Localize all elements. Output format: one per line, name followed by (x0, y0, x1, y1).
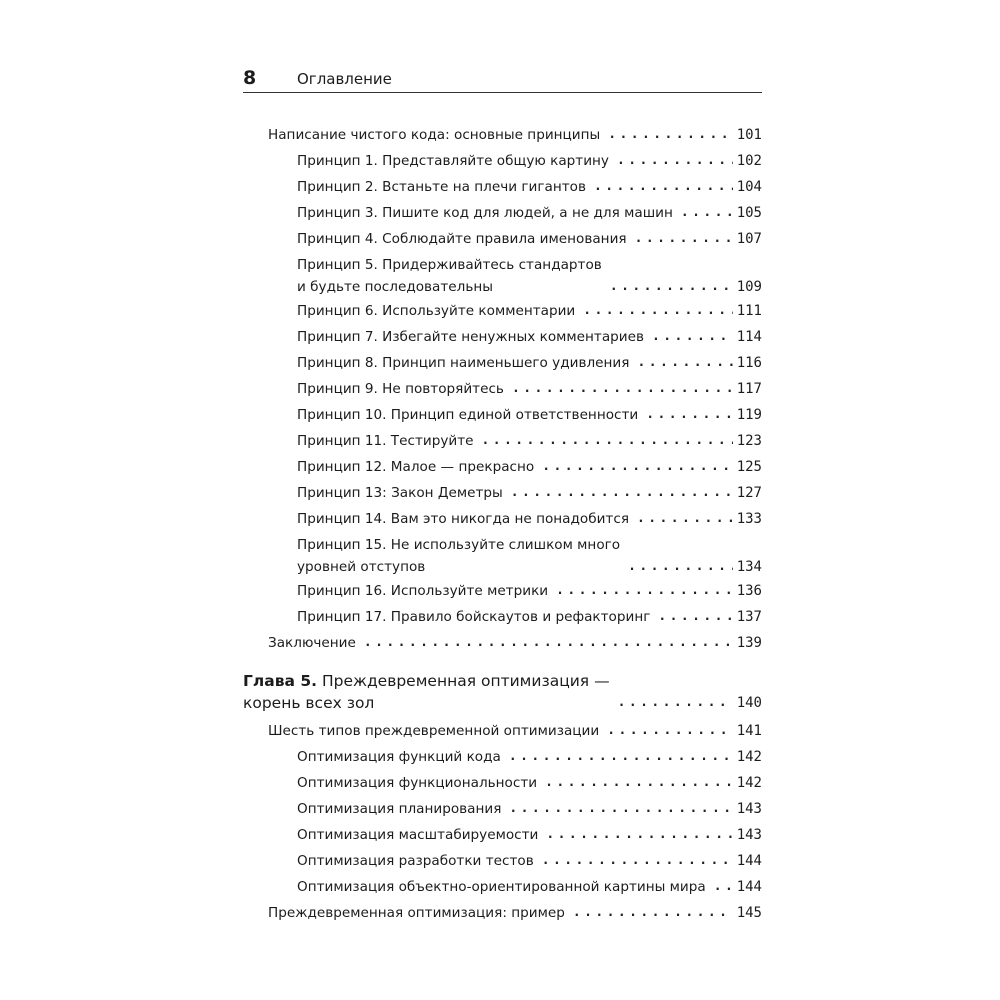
toc-entry-page: 111 (736, 303, 762, 319)
toc-entry-page: 117 (736, 381, 762, 397)
leader-dots (646, 404, 732, 426)
leader-dots (594, 176, 733, 198)
toc-entry-title: Принцип 2. Встаньте на плечи гигантов (297, 179, 586, 195)
page-number: 8 (243, 67, 257, 89)
toc-entry-page: 141 (736, 723, 762, 739)
toc-entry-subsection[interactable] (297, 482, 762, 504)
toc-entry-chapter[interactable] (243, 670, 762, 714)
toc-entry-subsection[interactable] (297, 876, 762, 898)
toc-entry-title: Оптимизация объектно-ориентированной картины мира (297, 879, 706, 895)
toc-entry-title: Принцип 8. Принцип наименьшего удивления (297, 355, 630, 371)
toc-entry-page: 119 (736, 407, 762, 423)
leader-dots (610, 276, 733, 298)
toc-entry-page: 137 (736, 609, 762, 625)
leader-dots (617, 150, 733, 172)
toc-entry-title: Принцип 6. Используйте комментарии (297, 303, 576, 319)
toc-entry-subsection[interactable] (297, 772, 762, 794)
leader-dots (546, 824, 732, 846)
toc-entry-title: Принцип 9. Не повторяйтесь (297, 381, 504, 397)
toc-entry-title: Оптимизация функциональности (297, 775, 538, 791)
leader-dots (583, 300, 732, 322)
toc-entry-title-line2: уровней отступов (297, 559, 426, 575)
toc-entry-title: Заключение (268, 635, 356, 651)
running-title: Оглавление (297, 70, 392, 88)
toc-entry-title: Оптимизация функций кода (297, 749, 501, 765)
toc-entry-title-line2: корень всех зол (243, 694, 375, 712)
leader-dots (658, 606, 732, 628)
toc-entry-page: 134 (736, 559, 762, 575)
toc-entry-title-line2: и будьте последовательны (297, 279, 493, 295)
leader-dots (509, 746, 733, 768)
leader-dots (652, 326, 733, 348)
toc-entry-page: 105 (736, 205, 762, 221)
toc-entry-subsection[interactable] (297, 326, 762, 348)
leader-dots (512, 378, 733, 400)
toc-entry-title: Принцип 14. Вам это никогда не понадобится (297, 511, 629, 527)
leader-dots (545, 772, 733, 794)
toc-entry-page: 102 (736, 153, 762, 169)
toc-entry-section[interactable] (268, 632, 762, 654)
toc-entry-subsection[interactable] (297, 254, 762, 298)
toc-entry-title: Принцип 13: Закон Деметры (297, 485, 503, 501)
toc-entry-subsection[interactable] (297, 798, 762, 820)
toc-entry-subsection[interactable] (297, 824, 762, 846)
leader-dots (509, 798, 732, 820)
toc-entry-subsection[interactable] (297, 606, 762, 628)
toc-entry-title: Принцип 1. Представляйте общую картину (297, 153, 609, 169)
toc-entry-title: Написание чистого кода: основные принципы (268, 127, 601, 143)
toc-entry-title: Принцип 4. Соблюдайте правила именования (297, 231, 627, 247)
toc-entry-title: Оптимизация планирования (297, 801, 502, 817)
leader-dots (635, 228, 733, 250)
leader-dots (681, 202, 733, 224)
toc-entry-title-line1: Принцип 15. Не используйте слишком много (297, 537, 621, 553)
toc-entry-page: 139 (736, 635, 762, 651)
toc-entry-subsection[interactable] (297, 228, 762, 250)
toc-entry-title: Принцип 16. Используйте метрики (297, 583, 549, 599)
leader-dots (542, 456, 733, 478)
leader-dots (628, 556, 733, 578)
toc-entry-page: 109 (736, 279, 762, 295)
toc-entry-title: Принцип 10. Принцип единой ответственности (297, 407, 639, 423)
toc-entry-title: Оптимизация разработки тестов (297, 853, 534, 869)
toc-entry-page: 143 (736, 801, 762, 817)
toc-entry-subsection[interactable] (297, 430, 762, 452)
toc-entry-page: 140 (736, 695, 762, 711)
toc-entry-subsection[interactable] (297, 534, 762, 578)
toc-entry-page: 114 (736, 329, 762, 345)
toc-entry-title-line1: Принцип 5. Придерживайтесь стандартов (297, 257, 602, 273)
leader-dots (637, 352, 732, 374)
toc-entry-subsection[interactable] (297, 580, 762, 602)
leader-dots (542, 850, 733, 872)
toc-entry-page: 116 (736, 355, 762, 371)
toc-entry-page: 127 (736, 485, 762, 501)
toc-entry-page: 125 (736, 459, 762, 475)
leader-dots (511, 482, 733, 504)
toc-entry-section[interactable] (268, 124, 762, 146)
toc-entry-title: Оптимизация масштабируемости (297, 827, 539, 843)
toc-entry-title: Принцип 11. Тестируйте (297, 433, 474, 449)
chapter-label: Глава 5. (243, 672, 318, 690)
toc-entry-title: Преждевременная оптимизация: пример (268, 905, 565, 921)
leader-dots (618, 692, 733, 714)
toc-entry-title: Принцип 7. Избегайте ненужных комментариев (297, 329, 645, 345)
toc-entry-page: 142 (736, 749, 762, 765)
leader-dots (573, 902, 733, 924)
leader-dots (364, 632, 733, 654)
toc-entry-title-line1 (243, 670, 610, 692)
leader-dots (482, 430, 733, 452)
toc-entry-page: 136 (736, 583, 762, 599)
toc-entry-page: 107 (736, 231, 762, 247)
toc-entry-subsection[interactable] (297, 746, 762, 768)
leader-dots (607, 720, 733, 742)
toc-entry-title: Принцип 12. Малое — прекрасно (297, 459, 535, 475)
toc-entry-subsection[interactable] (297, 150, 762, 172)
toc-entry-subsection[interactable] (297, 508, 762, 530)
toc-entry-page: 133 (736, 511, 762, 527)
toc-entry-page: 143 (736, 827, 762, 843)
toc-entry-page: 144 (736, 879, 762, 895)
toc-entry-subsection[interactable] (297, 404, 762, 426)
toc-entry-page: 142 (736, 775, 762, 791)
toc-entry-title: Принцип 17. Правило бойскаутов и рефакторинг (297, 609, 651, 625)
leader-dots (556, 580, 733, 602)
toc-entry-subsection[interactable] (297, 202, 762, 224)
toc-entry-page: 144 (736, 853, 762, 869)
leader-dots (608, 124, 732, 146)
toc-entry-subsection[interactable] (297, 352, 762, 374)
toc-entry-page: 123 (736, 433, 762, 449)
toc-entry-section[interactable] (268, 720, 762, 742)
toc-entry-subsection[interactable] (297, 850, 762, 872)
toc-entry-page: 145 (736, 905, 762, 921)
toc-entry-subsection[interactable] (297, 300, 762, 322)
toc-entry-title (297, 254, 602, 298)
toc-entry-page: 104 (736, 179, 762, 195)
toc-entry-title: Шесть типов преждевременной оптимизации (268, 723, 600, 739)
chapter-title: Преждевременная оптимизация — (317, 672, 610, 690)
toc-entry-subsection[interactable] (297, 456, 762, 478)
toc-entry-section[interactable] (268, 902, 762, 924)
toc-entry-title (243, 670, 610, 714)
leader-dots (714, 876, 733, 898)
toc-entry-title: Принцип 3. Пишите код для людей, а не для машин (297, 205, 673, 221)
toc-entry-subsection[interactable] (297, 176, 762, 198)
leader-dots (637, 508, 733, 530)
toc-entry-page: 101 (736, 127, 762, 143)
toc-entry-title (297, 534, 620, 578)
toc-entry-subsection[interactable] (297, 378, 762, 400)
